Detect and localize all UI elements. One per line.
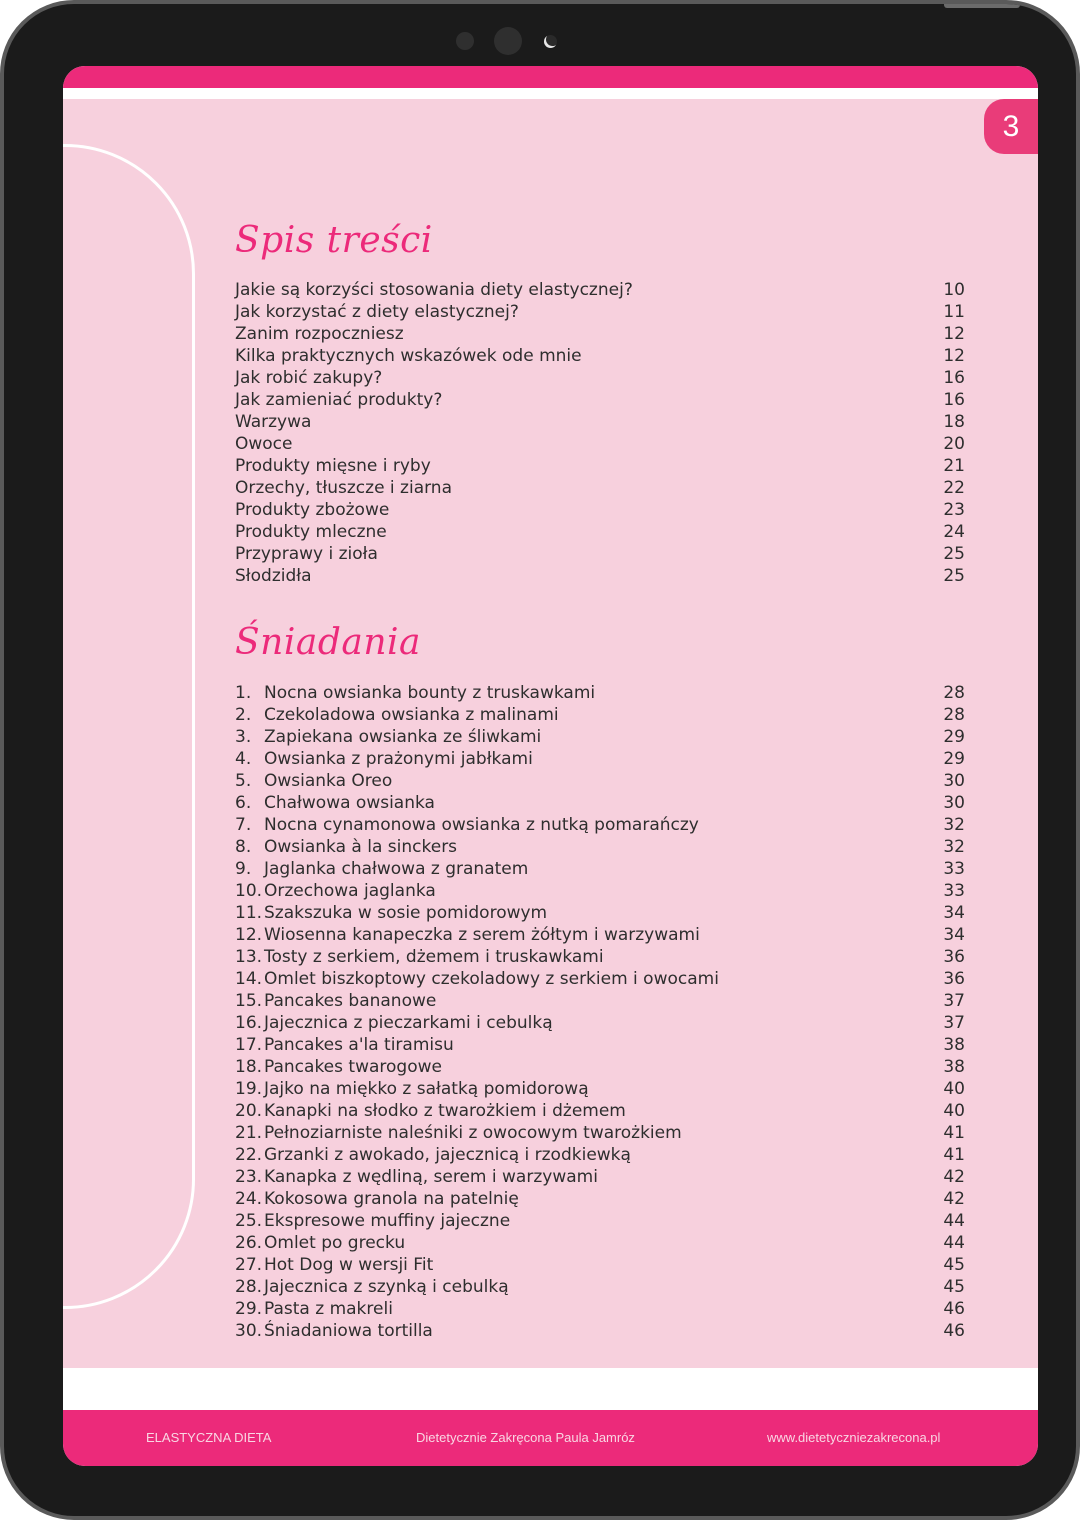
toc-entry-number: 18. — [235, 1057, 263, 1077]
power-button — [944, 4, 1020, 8]
toc-entry[interactable] — [235, 279, 965, 301]
toc-entry[interactable] — [235, 521, 965, 543]
toc-entry-number: 13. — [235, 947, 263, 967]
toc-entry-label: Kokosowa granola na patelnię — [264, 1189, 519, 1209]
toc-entry-page-number: 29 — [943, 749, 965, 769]
toc-entry[interactable] — [235, 301, 965, 323]
breakfasts-list — [235, 682, 965, 1342]
toc-entry[interactable] — [235, 1210, 965, 1232]
toc-entry-label: Kanapki na słodko z twarożkiem i dżemem — [264, 1101, 626, 1121]
toc-entry-number: 23. — [235, 1167, 263, 1187]
toc-entry-number: 3. — [235, 727, 252, 747]
toc-entry-label: Tosty z serkiem, dżemem i truskawkami — [264, 947, 604, 967]
toc-entry-page-number: 34 — [943, 925, 965, 945]
toc-entry-number: 20. — [235, 1101, 263, 1121]
toc-entry[interactable] — [235, 1232, 965, 1254]
toc-entry-page-number: 34 — [943, 903, 965, 923]
toc-entry-label: Szakszuka w sosie pomidorowym — [264, 903, 548, 923]
toc-entry[interactable] — [235, 770, 965, 792]
toc-entry-number: 22. — [235, 1145, 263, 1165]
toc-entry-label: Wiosenna kanapeczka z serem żółtym i warzywami — [264, 925, 700, 945]
toc-entry[interactable] — [235, 411, 965, 433]
toc-entry-page-number: 45 — [943, 1277, 965, 1297]
toc-entry-label: Czekoladowa owsianka z malinami — [264, 705, 559, 725]
toc-entry[interactable] — [235, 1122, 965, 1144]
toc-entry-number: 5. — [235, 771, 252, 791]
toc-entry-page-number: 22 — [943, 478, 965, 498]
toc-entry-label: Ekspresowe muffiny jajeczne — [264, 1211, 511, 1231]
sensor-dot — [456, 32, 474, 50]
toc-entry-page-number: 45 — [943, 1255, 965, 1275]
toc-entry[interactable] — [235, 726, 965, 748]
toc-entry-number: 29. — [235, 1299, 263, 1319]
toc-entry-label: Owsianka z prażonymi jabłkami — [264, 749, 533, 769]
toc-entry-label: Pancakes a'la tiramisu — [264, 1035, 454, 1055]
toc-entry-page-number: 44 — [943, 1233, 965, 1253]
toc-entry-page-number: 37 — [943, 991, 965, 1011]
toc-entry-number: 8. — [235, 837, 252, 857]
toc-entry-label: Pancakes bananowe — [264, 991, 437, 1011]
toc-entry-number: 1. — [235, 683, 252, 703]
toc-entry[interactable] — [235, 748, 965, 770]
toc-entry-label: Jajko na miękko z sałatką pomidorową — [264, 1079, 589, 1099]
toc-entry[interactable] — [235, 1276, 965, 1298]
toc-entry[interactable] — [235, 1298, 965, 1320]
toc-entry-page-number: 28 — [943, 705, 965, 725]
toc-entry-page-number: 41 — [943, 1123, 965, 1143]
toc-entry-label: Pancakes twarogowe — [264, 1057, 442, 1077]
toc-entry-label: Kilka praktycznych wskazówek ode mnie — [235, 346, 582, 366]
toc-entry-number: 2. — [235, 705, 252, 725]
toc-entry-label: Warzywa — [235, 412, 312, 432]
toc-entry-label: Owoce — [235, 434, 293, 454]
toc-entry[interactable] — [235, 1254, 965, 1276]
toc-entry-page-number: 16 — [943, 368, 965, 388]
toc-entry-label: Orzechy, tłuszcze i ziarna — [235, 478, 452, 498]
toc-entry[interactable] — [235, 968, 965, 990]
toc-entry-page-number: 46 — [943, 1299, 965, 1319]
toc-entry-page-number: 32 — [943, 837, 965, 857]
footer-center-text: Dietetycznie Zakręcona Paula Jamróz — [416, 1430, 635, 1445]
toc-entry-label: Zanim rozpoczniesz — [235, 324, 404, 344]
toc-entry-label: Jajecznica z szynką i cebulką — [264, 1277, 509, 1297]
toc-entry-label: Pasta z makreli — [264, 1299, 393, 1319]
toc-entry-page-number: 42 — [943, 1189, 965, 1209]
toc-entry-label: Jak zamieniać produkty? — [235, 390, 443, 410]
toc-entry-number: 30. — [235, 1321, 263, 1341]
toc-entry[interactable] — [235, 946, 965, 968]
toc-entry-number: 14. — [235, 969, 263, 989]
toc-entry[interactable] — [235, 924, 965, 946]
footer-bar — [63, 1410, 1038, 1466]
toc-entry[interactable] — [235, 1188, 965, 1210]
toc-entry[interactable] — [235, 880, 965, 902]
toc-entry[interactable] — [235, 1320, 965, 1342]
toc-entry[interactable] — [235, 1012, 965, 1034]
toc-entry-number: 9. — [235, 859, 252, 879]
toc-entry-page-number: 11 — [943, 302, 965, 322]
toc-entry-number: 17. — [235, 1035, 263, 1055]
toc-entry[interactable] — [235, 1056, 965, 1078]
toc-entry[interactable] — [235, 682, 965, 704]
toc-entry-page-number: 16 — [943, 390, 965, 410]
decorative-arc — [63, 144, 195, 1309]
toc-entry[interactable] — [235, 455, 965, 477]
toc-entry-label: Omlet po grecku — [264, 1233, 406, 1253]
toc-entry-label: Grzanki z awokado, jajecznicą i rzodkiewką — [264, 1145, 631, 1165]
toc-entry-label: Śniadaniowa tortilla — [264, 1321, 433, 1341]
toc-entry-label: Produkty mięsne i ryby — [235, 456, 431, 476]
camera-lens — [494, 27, 522, 55]
toc-entry-page-number: 38 — [943, 1035, 965, 1055]
toc-entry-number: 26. — [235, 1233, 263, 1253]
camera-light — [544, 35, 557, 48]
contents-title: Spis treści — [235, 220, 433, 261]
tablet-screen — [63, 66, 1038, 1466]
toc-entry-number: 11. — [235, 903, 263, 923]
toc-entry-page-number: 33 — [943, 859, 965, 879]
toc-entry-page-number: 32 — [943, 815, 965, 835]
toc-entry[interactable] — [235, 1144, 965, 1166]
toc-entry-label: Jajecznica z pieczarkami i cebulką — [264, 1013, 553, 1033]
toc-entry-number: 15. — [235, 991, 263, 1011]
toc-entry-number: 16. — [235, 1013, 263, 1033]
toc-entry-label: Pełnoziarniste naleśniki z owocowym twarożkiem — [264, 1123, 682, 1143]
toc-entry-label: Przyprawy i zioła — [235, 544, 378, 564]
toc-entry[interactable] — [235, 1166, 965, 1188]
toc-entry-label: Hot Dog w wersji Fit — [264, 1255, 434, 1275]
toc-entry-label: Słodzidła — [235, 566, 312, 586]
toc-entry-page-number: 40 — [943, 1101, 965, 1121]
toc-entry-label: Jak robić zakupy? — [235, 368, 383, 388]
toc-entry-label: Jak korzystać z diety elastycznej? — [235, 302, 519, 322]
toc-entry[interactable] — [235, 499, 965, 521]
toc-entry-number: 25. — [235, 1211, 263, 1231]
toc-entry-label: Kanapka z wędliną, serem i warzywami — [264, 1167, 598, 1187]
toc-entry-page-number: 36 — [943, 947, 965, 967]
toc-entry[interactable] — [235, 367, 965, 389]
toc-entry-label: Omlet biszkoptowy czekoladowy z serkiem i owocami — [264, 969, 719, 989]
toc-entry[interactable] — [235, 389, 965, 411]
toc-entry-number: 21. — [235, 1123, 263, 1143]
toc-entry-page-number: 21 — [943, 456, 965, 476]
toc-entry-page-number: 20 — [943, 434, 965, 454]
toc-entry-page-number: 25 — [943, 544, 965, 564]
toc-entry-page-number: 30 — [943, 771, 965, 791]
toc-entry[interactable] — [235, 990, 965, 1012]
toc-entry-label: Owsianka à la sinckers — [264, 837, 458, 857]
toc-entry-label: Nocna owsianka bounty z truskawkami — [264, 683, 596, 703]
toc-entry-page-number: 30 — [943, 793, 965, 813]
toc-entry[interactable] — [235, 565, 965, 587]
toc-entry[interactable] — [235, 477, 965, 499]
contents-list — [235, 279, 965, 587]
toc-entry[interactable] — [235, 1078, 965, 1100]
toc-entry-page-number: 42 — [943, 1167, 965, 1187]
toc-entry[interactable] — [235, 1100, 965, 1122]
toc-entry-page-number: 41 — [943, 1145, 965, 1165]
toc-entry-page-number: 18 — [943, 412, 965, 432]
toc-entry[interactable] — [235, 836, 965, 858]
toc-entry-number: 7. — [235, 815, 252, 835]
toc-entry-label: Jakie są korzyści stosowania diety elastycznej? — [235, 280, 633, 300]
toc-entry-page-number: 36 — [943, 969, 965, 989]
toc-entry-label: Jaglanka chałwowa z granatem — [264, 859, 529, 879]
toc-entry-number: 6. — [235, 793, 252, 813]
header-bar — [63, 66, 1038, 88]
toc-entry-label: Nocna cynamonowa owsianka z nutką pomarańczy — [264, 815, 699, 835]
toc-entry-page-number: 38 — [943, 1057, 965, 1077]
toc-entry[interactable] — [235, 792, 965, 814]
toc-entry-label: Orzechowa jaglanka — [264, 881, 436, 901]
toc-entry-number: 4. — [235, 749, 252, 769]
document-page — [63, 99, 1038, 1368]
toc-entry-number: 28. — [235, 1277, 263, 1297]
toc-entry-page-number: 29 — [943, 727, 965, 747]
page-number-badge: 3 — [984, 99, 1038, 154]
toc-entry-number: 10. — [235, 881, 263, 901]
footer-left-text: ELASTYCZNA DIETA — [146, 1430, 272, 1445]
toc-entry[interactable] — [235, 704, 965, 726]
footer-website-link[interactable]: www.dietetyczniezakrecona.pl — [767, 1430, 941, 1445]
toc-entry-page-number: 33 — [943, 881, 965, 901]
breakfasts-title: Śniadania — [235, 622, 421, 663]
toc-entry-page-number: 28 — [943, 683, 965, 703]
toc-entry-page-number: 12 — [943, 324, 965, 344]
toc-entry-number: 24. — [235, 1189, 263, 1209]
toc-entry-label: Zapiekana owsianka ze śliwkami — [264, 727, 542, 747]
toc-entry-page-number: 40 — [943, 1079, 965, 1099]
toc-entry-number: 12. — [235, 925, 263, 945]
toc-entry[interactable] — [235, 1034, 965, 1056]
toc-entry[interactable] — [235, 433, 965, 455]
toc-entry[interactable] — [235, 345, 965, 367]
toc-entry[interactable] — [235, 323, 965, 345]
toc-entry[interactable] — [235, 543, 965, 565]
toc-entry-number: 19. — [235, 1079, 263, 1099]
toc-entry-page-number: 46 — [943, 1321, 965, 1341]
toc-entry-page-number: 10 — [943, 280, 965, 300]
toc-entry-page-number: 12 — [943, 346, 965, 366]
toc-entry[interactable] — [235, 814, 965, 836]
toc-entry[interactable] — [235, 858, 965, 880]
toc-entry-page-number: 24 — [943, 522, 965, 542]
toc-entry-label: Produkty zbożowe — [235, 500, 390, 520]
toc-entry-page-number: 37 — [943, 1013, 965, 1033]
toc-entry-label: Produkty mleczne — [235, 522, 387, 542]
toc-entry-page-number: 25 — [943, 566, 965, 586]
toc-entry-page-number: 44 — [943, 1211, 965, 1231]
toc-entry-label: Owsianka Oreo — [264, 771, 393, 791]
toc-entry-page-number: 23 — [943, 500, 965, 520]
toc-entry-number: 27. — [235, 1255, 263, 1275]
toc-entry[interactable] — [235, 902, 965, 924]
toc-entry-label: Chałwowa owsianka — [264, 793, 435, 813]
